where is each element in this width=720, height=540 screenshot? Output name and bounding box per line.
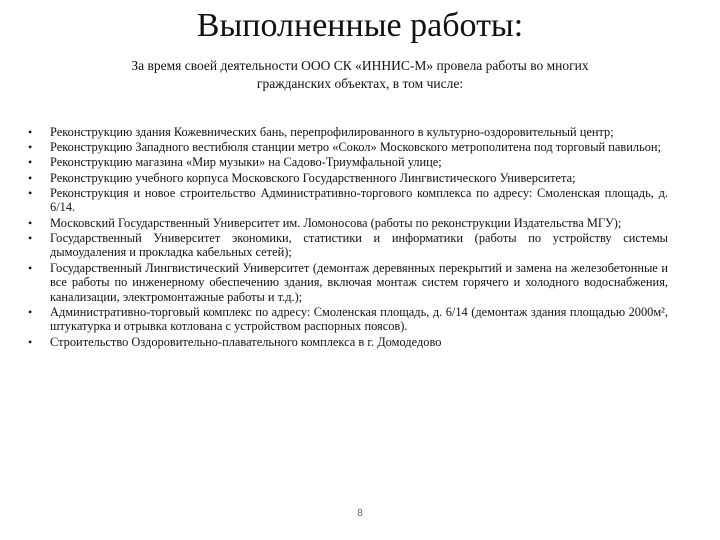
list-item <box>28 155 668 170</box>
bullet-icon: • <box>28 334 33 349</box>
bullet-icon: • <box>28 304 33 319</box>
list-item-text: Административно-торговый комплекс по адресу: Смоленская площадь, д. 6/14 (демонтаж здания площадью 2000м², штукатурка и отрывка котлована с устройством распорных поясов). <box>50 304 668 334</box>
list-item-text: Реконструкцию здания Кожевнических бань, перепрофилированного в культурно-оздоровительный центр; <box>50 125 614 139</box>
slide-title: Выполненные работы: <box>196 7 524 44</box>
bullet-icon: • <box>28 125 33 139</box>
slide-subtitle: За время своей деятельности ООО СК «ИННИС-М» провела работы во многих гражданских объектах, в том числе: <box>131 58 589 91</box>
bullet-icon: • <box>28 215 33 230</box>
list-item <box>28 125 668 140</box>
list-item-text: Реконструкция и новое строительство Административно-торгового комплекса по адресу: Смоленская площадь, д. 6/14. <box>50 185 668 215</box>
list-item <box>28 140 668 155</box>
list-item-text: Реконструкцию Западного вестибюля станции метро «Сокол» Московского метрополитена под торговый павильон; <box>50 140 661 155</box>
list-item-text: Реконструкцию магазина «Мир музыки» на Садово-Триумфальной улице; <box>50 155 442 170</box>
list-item-text: Государственный Лингвистический Университет (демонтаж деревянных перекрытий и замена на железобетонные и все работы по инженерному обеспечению здания, включая монтаж систем горячего и холодного водоснабжения, канализации, электромонтажные работы и т.д.); <box>50 260 668 304</box>
page-number: 8 <box>357 508 363 519</box>
list-item-text: Строительство Оздоровительно-плавательного комплекса в г. Домодедово <box>50 334 442 349</box>
bullet-icon: • <box>28 140 33 155</box>
list-item-text: Реконструкцию учебного корпуса Московского Государственного Лингвистического Университета; <box>50 170 576 185</box>
works-list <box>28 125 668 350</box>
list-item <box>28 261 668 305</box>
bullet-icon: • <box>28 260 33 275</box>
bullet-icon: • <box>28 185 33 200</box>
list-item <box>28 335 668 350</box>
bullet-icon: • <box>28 155 33 170</box>
list-item-text: Государственный Университет экономики, статистики и информатики (работы по устройству системы дымоудаления и прокладка кабельных сетей); <box>50 230 668 260</box>
list-item <box>28 216 668 231</box>
list-item <box>28 171 668 186</box>
list-item-text: Московский Государственный Университет им. Ломоносова (работы по реконструкции Издательства МГУ); <box>50 215 622 230</box>
list-item <box>28 186 668 215</box>
bullet-icon: • <box>28 170 33 185</box>
bullet-icon: • <box>28 230 33 245</box>
list-item <box>28 305 668 334</box>
list-item <box>28 231 668 260</box>
